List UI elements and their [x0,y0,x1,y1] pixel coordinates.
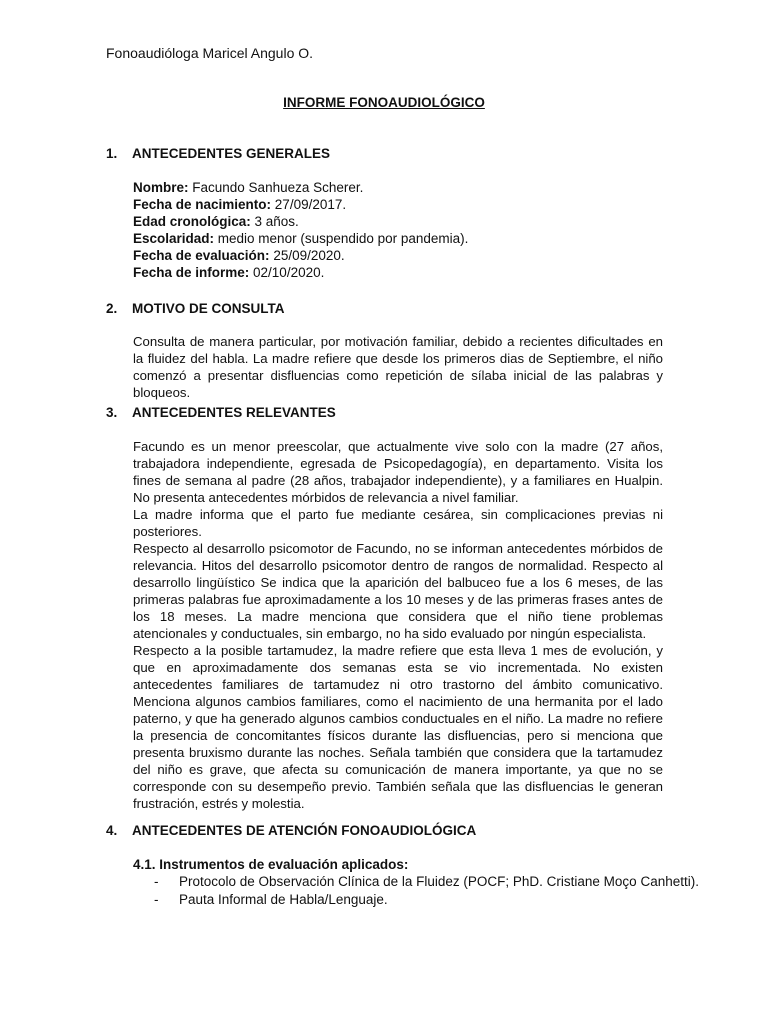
info-label: Fecha de informe: [133,265,250,280]
info-label: Fecha de nacimiento: [133,197,272,212]
general-info-list [133,179,468,281]
paragraph-text: La madre informa que el parto fue mediante cesárea, sin complicaciones previas ni posteriores. [133,507,663,539]
bullet-dash: - [154,892,159,907]
subsection-heading-4-1: 4.1. Instrumentos de evaluación aplicados: [133,857,409,872]
list-item [154,873,699,891]
paragraph-text: Respecto a la posible tartamudez, la madre refiere que esta lleva 1 mes de evolución, y que en aproximadamente dos semanas esta se vio incrementada. No existen antecedentes familiares de tartamudez ni otro trastorno del ámbito comunicativo. Menciona algunos cambios familiares, como el nacimiento de una hermanita por el lado paterno, y que ha generado algunos cambios conductuales en el niño. La madre no refiere la presencia de concomitantes físicos durante las disfluencias, pero si menciona que presenta bruxismo durante las noches. Señala también que considera que la tartamudez del niño es grave, que afecta su comunicación de manera importante, ya que no se corresponde con su desempeño previo. También señala que las disfluencias le generan frustración, estrés y molestia. [133,643,663,811]
section-number: 1. [106,146,118,161]
info-row-report-date [133,264,468,281]
info-label: Fecha de evaluación: [133,248,270,263]
paragraph-text: Respecto al desarrollo psicomotor de Facundo, no se informan antecedentes mórbidos de relevancia. Hitos del desarrollo psicomotor dentro de rangos de normalidad. Respecto al desarrollo lingüístico Se indica que la aparición del balbuceo fue a los 6 meses, de las primeras palabras fue aproximadamente a los 10 meses y de las primeras frases antes de los 18 meses. La madre menciona que considera que el niño tiene problemas atencionales y conductuales, sin embargo, no ha sido evaluado por ningún especialista. [133,541,663,641]
info-label: Edad cronológica: [133,214,251,229]
section-title: ANTECEDENTES RELEVANTES [132,405,336,420]
info-row-eval-date [133,247,468,264]
section-number: 4. [106,823,118,838]
list-item [154,891,699,909]
author-header: Fonoaudióloga Maricel Angulo O. [106,45,314,61]
info-row-name [133,179,468,196]
paragraph-text: Facundo es un menor preescolar, que actualmente vive solo con la madre (27 años, trabajadora independiente, egresada de Psicopedagogía), en departamento. Visita los fines de semana al padre (28 años, trabajador independiente), y a familiares en Hualpin. No presenta antecedentes mórbidos de relevancia a nivel familiar. [133,439,663,505]
info-value: Facundo Sanhueza Scherer. [188,180,364,195]
section-number: 3. [106,405,118,420]
section-heading-2 [106,300,285,317]
motivo-paragraph [133,333,663,401]
info-label: Escolaridad: [133,231,215,246]
bullet-dash: - [154,874,159,889]
section-number: 2. [106,301,118,316]
section-heading-3 [106,404,336,421]
info-row-schooling [133,230,468,247]
info-value: 27/09/2017. [271,197,347,212]
info-row-birthdate [133,196,468,213]
relevantes-paragraphs [133,438,663,812]
info-value: 3 años. [250,214,299,229]
section-heading-1 [106,145,330,162]
paragraph-text: Consulta de manera particular, por motivación familiar, debido a recientes dificultades en la fluidez del habla. La madre refiere que desde los primeros dias de Septiembre, el niño comenzó a presentar disfluencias como repetición de sílaba inicial de las palabras y bloqueos. [133,334,663,400]
info-value: 02/10/2020. [249,265,325,280]
section-title: ANTECEDENTES GENERALES [132,146,331,161]
info-value: medio menor (suspendido por pandemia). [214,231,469,246]
section-title: ANTECEDENTES DE ATENCIÓN FONOAUDIOLÓGICA [132,823,477,838]
info-row-age [133,213,468,230]
document-title: INFORME FONOAUDIOLÓGICO [283,95,485,110]
list-item-text: Protocolo de Observación Clínica de la Fluidez (POCF; PhD. Cristiane Moço Canhetti). [179,874,699,889]
info-value: 25/09/2020. [269,248,345,263]
section-heading-4 [106,822,476,839]
instrument-list [154,873,699,909]
list-item-text: Pauta Informal de Habla/Lenguaje. [179,892,388,907]
info-label: Nombre: [133,180,189,195]
section-title: MOTIVO DE CONSULTA [132,301,285,316]
